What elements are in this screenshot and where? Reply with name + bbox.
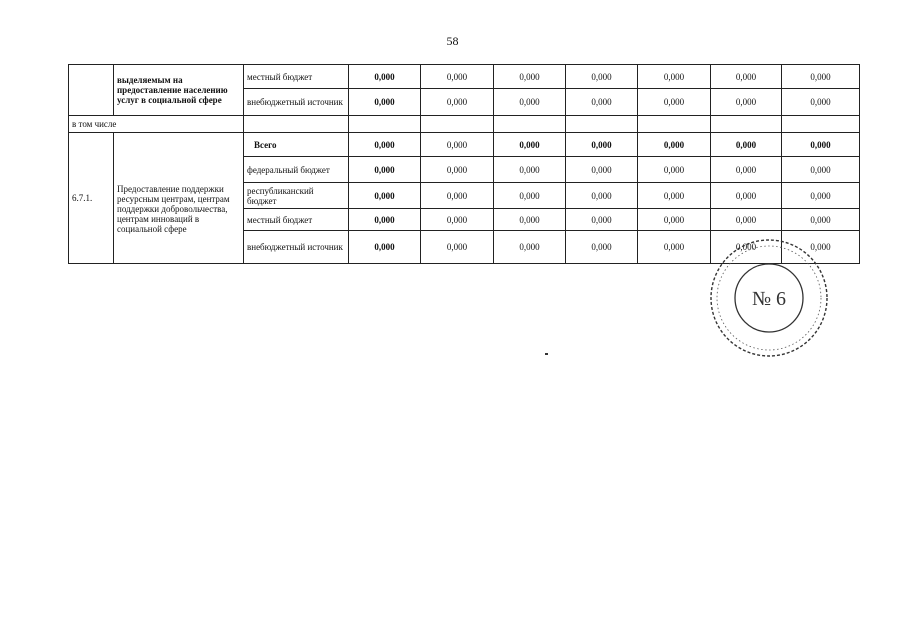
value-cell: 0,000: [711, 65, 782, 89]
budget-table: [68, 64, 860, 264]
value-cell: 0,000: [349, 157, 421, 183]
table-row: [69, 133, 860, 157]
value-cell: 0,000: [711, 183, 782, 209]
top-block-description: выделяемым на предоставление населению услуг в социальной сфере: [114, 65, 244, 116]
value-cell: 0,000: [421, 157, 494, 183]
value-cell: 0,000: [494, 209, 566, 231]
value-cell: 0,000: [566, 65, 638, 89]
value-cell: 0,000: [711, 209, 782, 231]
value-cell: 0,000: [638, 209, 711, 231]
value-cell: 0,000: [349, 65, 421, 89]
value-cell: 0,000: [566, 183, 638, 209]
value-cell: 0,000: [349, 231, 421, 264]
source-cell: внебюджетный источник: [244, 89, 349, 116]
value-cell: 0,000: [349, 89, 421, 116]
value-cell: 0,000: [782, 89, 860, 116]
table-row: [69, 65, 860, 89]
value-cell: 0,000: [421, 231, 494, 264]
source-cell: республиканский бюджет: [244, 183, 349, 209]
source-cell: внебюджетный источник: [244, 231, 349, 264]
value-cell: 0,000: [638, 157, 711, 183]
source-cell: федеральный бюджет: [244, 157, 349, 183]
stamp-number: № 6: [751, 288, 787, 310]
value-cell: 0,000: [421, 209, 494, 231]
value-cell: 0,000: [494, 89, 566, 116]
value-cell: 0,000: [421, 89, 494, 116]
speck: [545, 353, 548, 355]
value-cell: 0,000: [782, 209, 860, 231]
value-cell: 0,000: [566, 209, 638, 231]
value-cell: 0,000: [782, 157, 860, 183]
page-number: 58: [446, 34, 459, 48]
value-cell: 0,000: [638, 231, 711, 264]
value-cell: 0,000: [638, 89, 711, 116]
value-cell: 0,000: [421, 183, 494, 209]
item-description: Предоставление поддержки ресурсным центрам, центрам поддержки добровольчества, центрам инноваций в социальной сфере: [114, 133, 244, 264]
value-cell: 0,000: [638, 183, 711, 209]
value-cell: 0,000: [421, 133, 494, 157]
value-cell: 0,000: [711, 231, 782, 264]
value-cell: 0,000: [711, 157, 782, 183]
value-cell: 0,000: [421, 65, 494, 89]
source-cell: Всего: [244, 133, 349, 157]
value-cell: 0,000: [711, 89, 782, 116]
index-cell: [69, 65, 114, 116]
value-cell: 0,000: [349, 183, 421, 209]
value-cell: 0,000: [782, 183, 860, 209]
value-cell: 0,000: [782, 231, 860, 264]
value-cell: 0,000: [782, 65, 860, 89]
value-cell: 0,000: [566, 89, 638, 116]
value-cell: 0,000: [494, 133, 566, 157]
value-cell: 0,000: [566, 133, 638, 157]
source-cell: местный бюджет: [244, 209, 349, 231]
value-cell: 0,000: [349, 133, 421, 157]
value-cell: 0,000: [638, 133, 711, 157]
including-label: в том числе: [69, 116, 244, 133]
round-stamp: [707, 236, 831, 360]
value-cell: 0,000: [494, 183, 566, 209]
value-cell: 0,000: [494, 65, 566, 89]
value-cell: 0,000: [566, 157, 638, 183]
item-index: 6.7.1.: [69, 133, 114, 264]
table-row: [69, 116, 860, 133]
value-cell: 0,000: [782, 133, 860, 157]
value-cell: 0,000: [566, 231, 638, 264]
value-cell: 0,000: [494, 157, 566, 183]
value-cell: 0,000: [494, 231, 566, 264]
value-cell: 0,000: [349, 209, 421, 231]
value-cell: 0,000: [638, 65, 711, 89]
value-cell: 0,000: [711, 133, 782, 157]
source-cell: местный бюджет: [244, 65, 349, 89]
